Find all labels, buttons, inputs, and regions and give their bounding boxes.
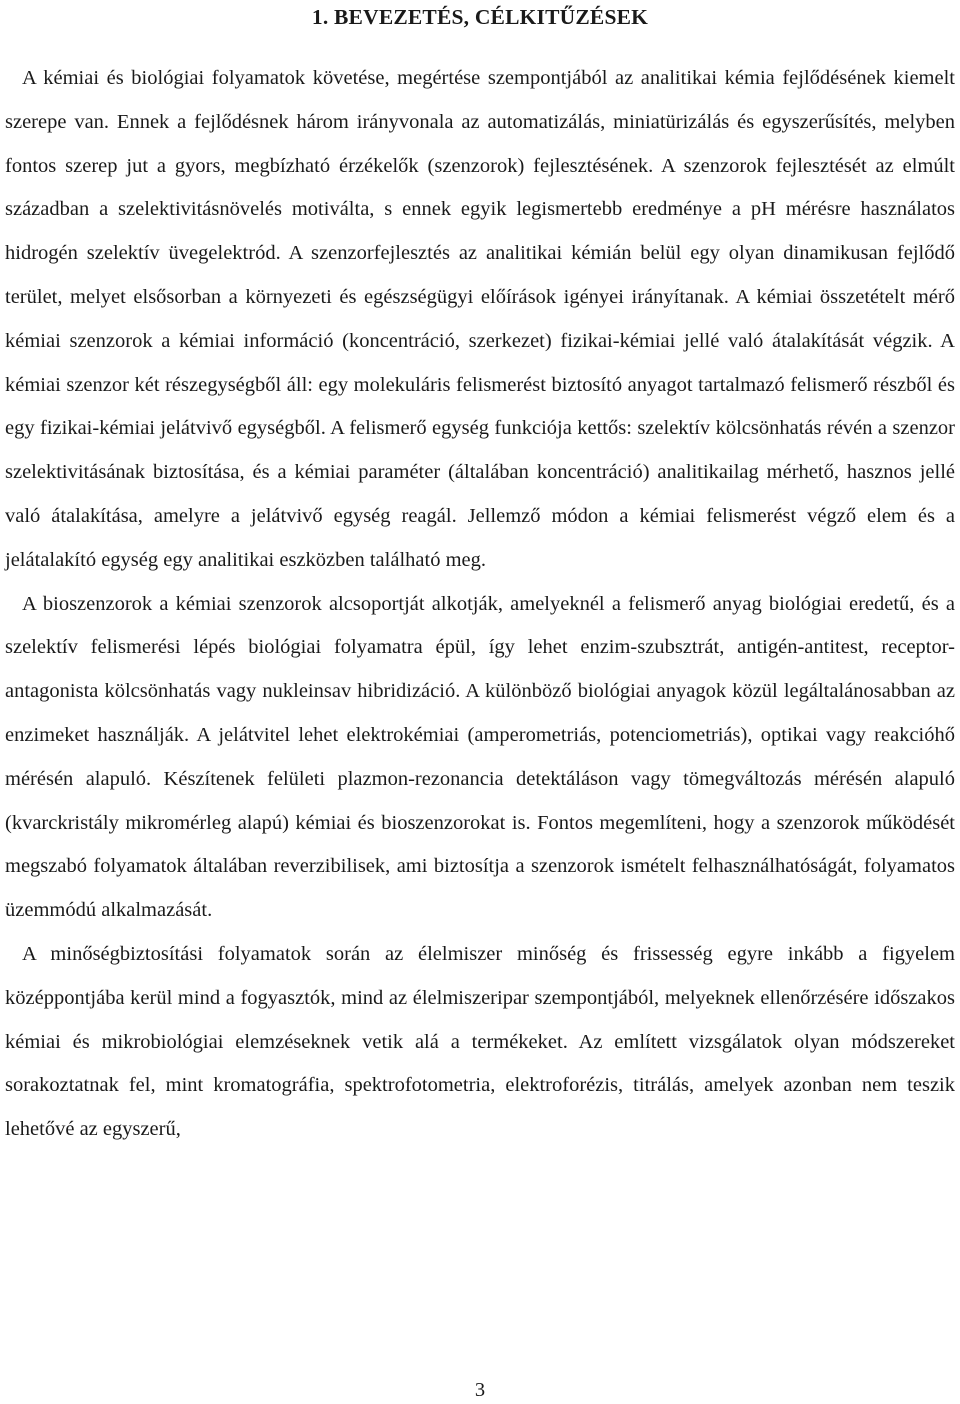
paragraph-2: A bioszenzorok a kémiai szenzorok alcsoportját alkotják, amelyeknél a felismerő anyag biológiai eredetű, és a szelektív felismerési lépés biológiai folyamatra épül, így lehet enzim-szubsztrát, antigén-antitest, receptor-antagonista kölcsönhatás vagy nukleinsav hibridizáció. A különböző biológiai anyagok közül legáltalánosabban az enzimeket használják. A jelátvitel lehet elektrokémiai (amperometriás, potenciometriás), optikai vagy reakcióhő mérésén alapuló. Készítenek felületi plazmon-rezonancia detektáláson vagy tömegváltozás mérésén alapuló (kvarckristály mikromérleg alapú) kémiai és bioszenzorokat is. Fontos megemlíteni, hogy a szenzorok működését megszabó folyamatok általában reverzibilisek, ami biztosítja a szenzorok ismételt felhasználhatóságát, folyamatos üzemmódú alkalmazását. bbox=[5, 592, 955, 922]
section-heading: 1. BEVEZETÉS, CÉLKITŰZÉSEK bbox=[311, 5, 649, 29]
paragraph-1: A kémiai és biológiai folyamatok követése, megértése szempontjából az analitikai kémia fejlődésének kiemelt szerepe van. Ennek a fejlődésnek három irányvonala az automatizálás, miniatürizálás és egyszerűsítés, melyben fontos szerep jut a gyors, megbízható érzékelők (szenzorok) fejlesztésének. A szenzorok fejlesztését az elmúlt században a szelektivitásnövelés motiválta, s ennek egyik legismertebb eredménye a pH mérésre használatos hidrogén szelektív üvegelektród. A szenzorfejlesztés az analitikai kémián belül egy olyan dinamikusan fejlődő terület, melyet elsősorban a környezeti és egészségügyi előírások igényei irányítanak. A kémiai összetételt mérő kémiai szenzorok a kémiai információ (koncentráció, szerkezet) fizikai-kémiai jellé való átalakítását végzik. A kémiai szenzor két részegységből áll: egy molekuláris felismerést biztosító anyagot tartalmazó felismerő részből és egy fizikai-kémiai jelátvivő egységből. A felismerő egység funkciója kettős: szelektív kölcsönhatás révén a szenzor szelektivitásának biztosítása, és a kémiai paraméter (általában koncentráció) analitikailag mérhető, hasznos jellé való átalakítása, amelyre a jelátvivő egység reagál. Jellemző módon a kémiai felismerést végző elem és a jelátalakító egység egy analitikai eszközben található meg. bbox=[5, 67, 955, 571]
paragraph-3: A minőségbiztosítási folyamatok során az élelmiszer minőség és frissesség egyre inkább a figyelem középpontjába kerül mind a fogyasztók, mind az élelmiszeripar szempontjából, melyeknek ellenőrzésére időszakos kémiai és mikrobiológiai elemzéseknek vetik alá a termékeket. Az említett vizsgálatok olyan módszereket sorakoztatnak fel, mint kromatográfia, spektrofotometria, elektroforézis, titrálás, amelyek azonban nem teszik lehetővé az egyszerű, bbox=[5, 942, 955, 1141]
page-number: 3 bbox=[474, 1379, 486, 1401]
body-text bbox=[5, 57, 955, 1152]
